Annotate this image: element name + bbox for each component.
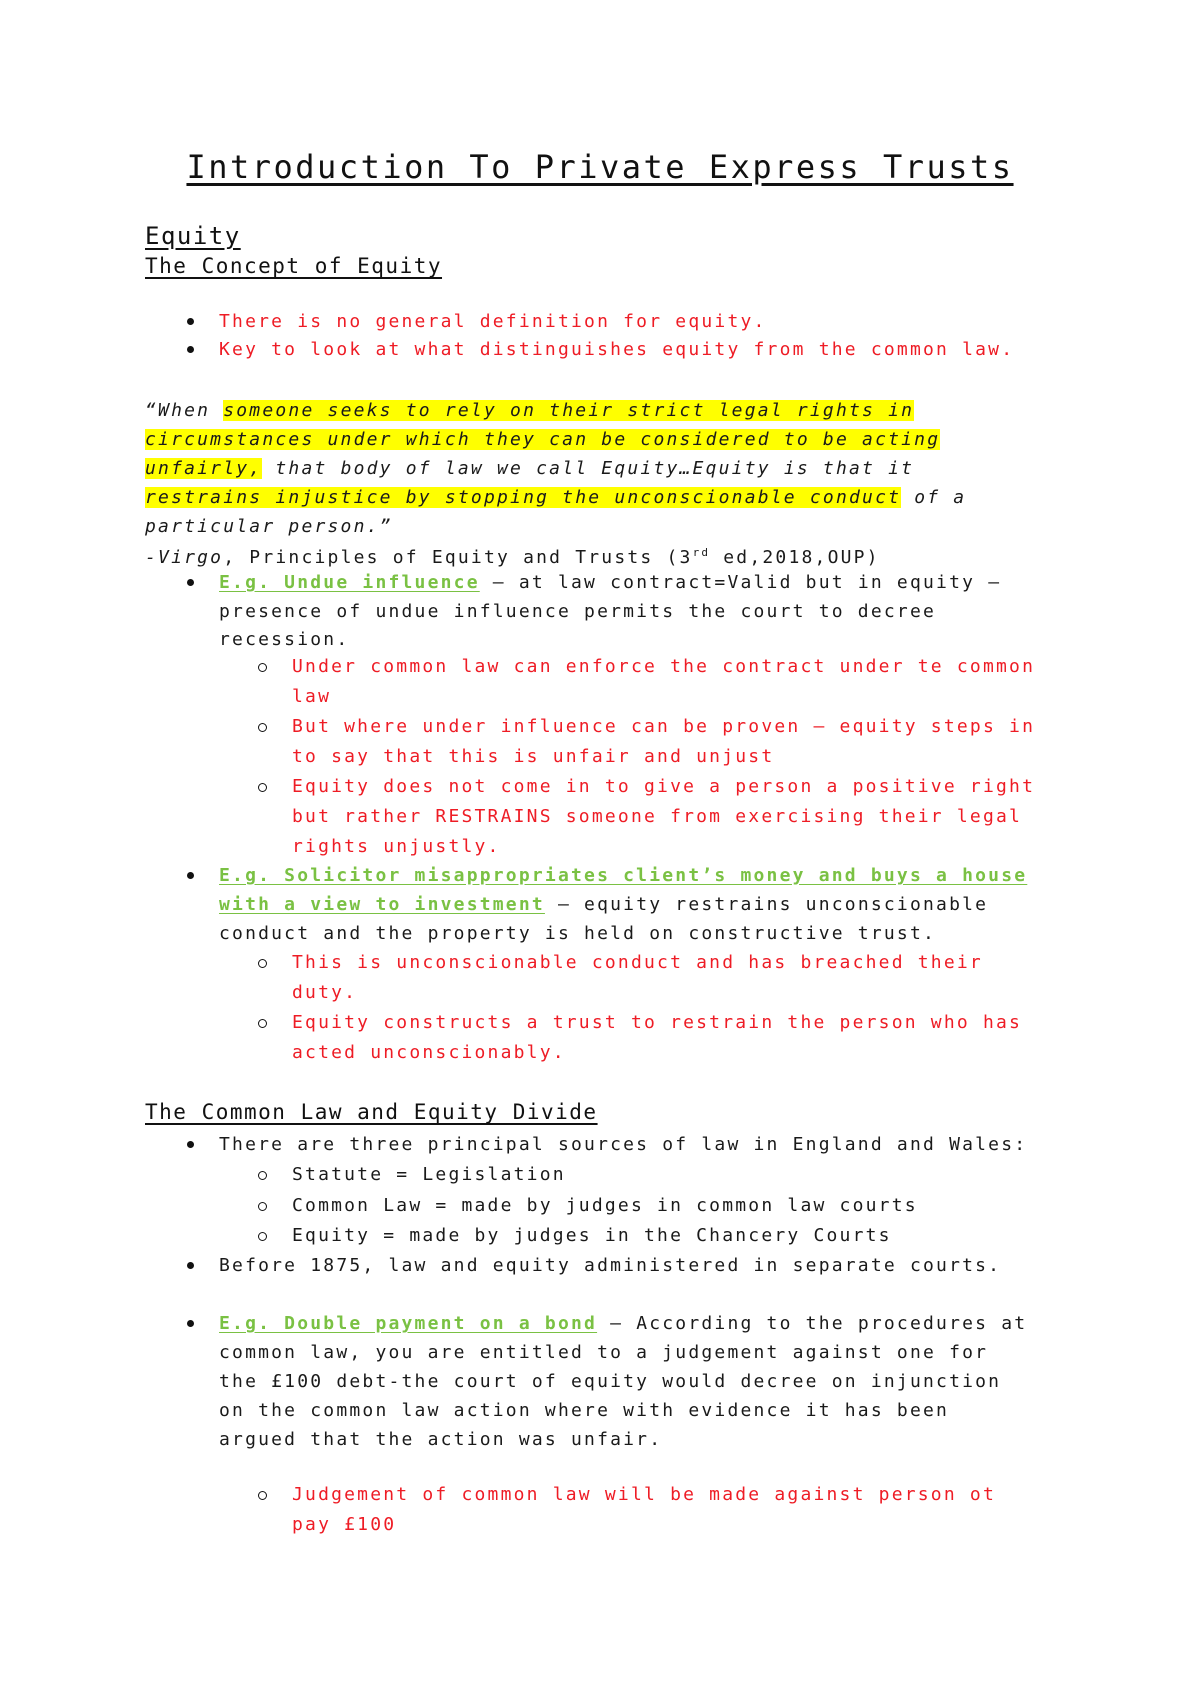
example3-line1 — [219, 1309, 1027, 1338]
quote-mid: that body of law we call Equity…Equity is that it — [262, 458, 915, 479]
sub-bullet-circle — [258, 959, 267, 968]
bullet-dot — [187, 1141, 194, 1148]
sub-judgement-l1: Judgement of common law will be made against person ot — [292, 1484, 996, 1505]
sub-bullet-circle — [258, 1019, 267, 1028]
bullet-dot — [187, 318, 194, 325]
citation-sup: rd — [692, 546, 711, 559]
sub-restrains-l2: but rather RESTRAINS someone from exercising their legal — [292, 806, 1023, 827]
example-label-undue-influence: E.g. Undue influence — [219, 572, 480, 593]
sub-constructs-l1: Equity constructs a trust to restrain the person who has — [292, 1012, 1023, 1033]
sub-undue-proven-l1: But where under influence can be proven – equity steps in — [292, 716, 1036, 737]
sub-bullet-circle — [258, 663, 267, 672]
sub-bullet-circle — [258, 1232, 267, 1241]
example-label-solicitor-cont: with a view to investment — [219, 894, 545, 915]
source-equity: Equity = made by judges in the Chancery Courts — [292, 1225, 892, 1246]
bullet-dot — [187, 1262, 194, 1269]
citation-text-2: ed,2018,OUP) — [710, 547, 880, 568]
sub-bullet-circle — [258, 1491, 267, 1500]
example2-line3: conduct and the property is held on constructive trust. — [219, 923, 937, 944]
subheading-concept-of-equity: The Concept of Equity — [145, 254, 443, 278]
example2-text: – equity restrains unconscionable — [544, 894, 989, 915]
example2-line2 — [219, 890, 988, 919]
page-title: Introduction To Private Express Trusts — [186, 148, 1014, 186]
example3-line2: common law, you are entitled to a judgement against one for — [219, 1342, 989, 1363]
sub-constructs-l2: acted unconscionably. — [292, 1042, 566, 1063]
bullet-dot — [187, 872, 194, 879]
example1-text: – at law contract=Valid but in equity – — [479, 572, 1002, 593]
subheading-common-law-equity-divide: The Common Law and Equity Divide — [145, 1100, 598, 1124]
example1-line2: presence of undue influence permits the court to decree — [219, 601, 937, 622]
example-label-double-payment: E.g. Double payment on a bond — [219, 1313, 598, 1334]
citation-author: -Virgo — [145, 547, 224, 568]
bullet-distinguishes: Key to look at what distinguishes equity from the common law. — [219, 339, 1015, 360]
sub-bullet-circle — [258, 1171, 267, 1180]
example3-line4: on the common law action where with evidence it has been — [219, 1400, 950, 1421]
sub-judgement-l2: pay £100 — [292, 1514, 397, 1535]
sub-common-law-l1: Under common law can enforce the contract under te common — [292, 656, 1036, 677]
example2-line1 — [219, 861, 1027, 890]
bullet-before-1875: Before 1875, law and equity administered in separate courts. — [219, 1255, 1002, 1276]
example3-line5: argued that the action was unfair. — [219, 1429, 663, 1450]
bullet-no-definition: There is no general definition for equity. — [219, 311, 767, 332]
citation — [145, 538, 880, 572]
quote-close: of a particular person.” — [145, 487, 967, 537]
sub-undue-proven-l2: to say that this is unfair and unjust — [292, 746, 775, 767]
bullet-dot — [187, 346, 194, 353]
sub-breached-l2: duty. — [292, 982, 358, 1003]
example3-line3: the £100 debt-the court of equity would decree on injunction — [219, 1371, 1002, 1392]
example-label-solicitor: E.g. Solicitor misappropriates client’s money and buys a house — [219, 865, 1028, 886]
quote-highlight-1: someone seeks to rely on their strict legal rights in circumstances under which they can be considered to be acting unfairly, — [145, 400, 941, 479]
sub-restrains-l3: rights unjustly. — [292, 836, 501, 857]
sub-bullet-circle — [258, 723, 267, 732]
source-common-law: Common Law = made by judges in common law courts — [292, 1195, 918, 1216]
source-statute: Statute = Legislation — [292, 1164, 566, 1185]
sub-breached-l1: This is unconscionable conduct and has breached their — [292, 952, 983, 973]
citation-text-1: , Principles of Equity and Trusts (3 — [223, 547, 693, 568]
sub-bullet-circle — [258, 783, 267, 792]
example-undue-influence-line1 — [219, 568, 1001, 597]
section-heading-equity: Equity — [145, 222, 241, 250]
virgo-quote — [145, 396, 1005, 541]
quote-highlight-2: restrains injustice by stopping the unconscionable conduct — [145, 487, 902, 508]
bullet-dot — [187, 1320, 194, 1327]
bullet-dot — [187, 579, 194, 586]
sub-restrains-l1: Equity does not come in to give a person a positive right — [292, 776, 1036, 797]
sub-common-law-l2: law — [292, 686, 332, 707]
quote-open: “When — [145, 400, 224, 421]
example3-text: – According to the procedures at — [597, 1313, 1028, 1334]
example1-line3: recession. — [219, 629, 350, 650]
sub-bullet-circle — [258, 1202, 267, 1211]
bullet-three-sources: There are three principal sources of law in England and Wales: — [219, 1134, 1028, 1155]
